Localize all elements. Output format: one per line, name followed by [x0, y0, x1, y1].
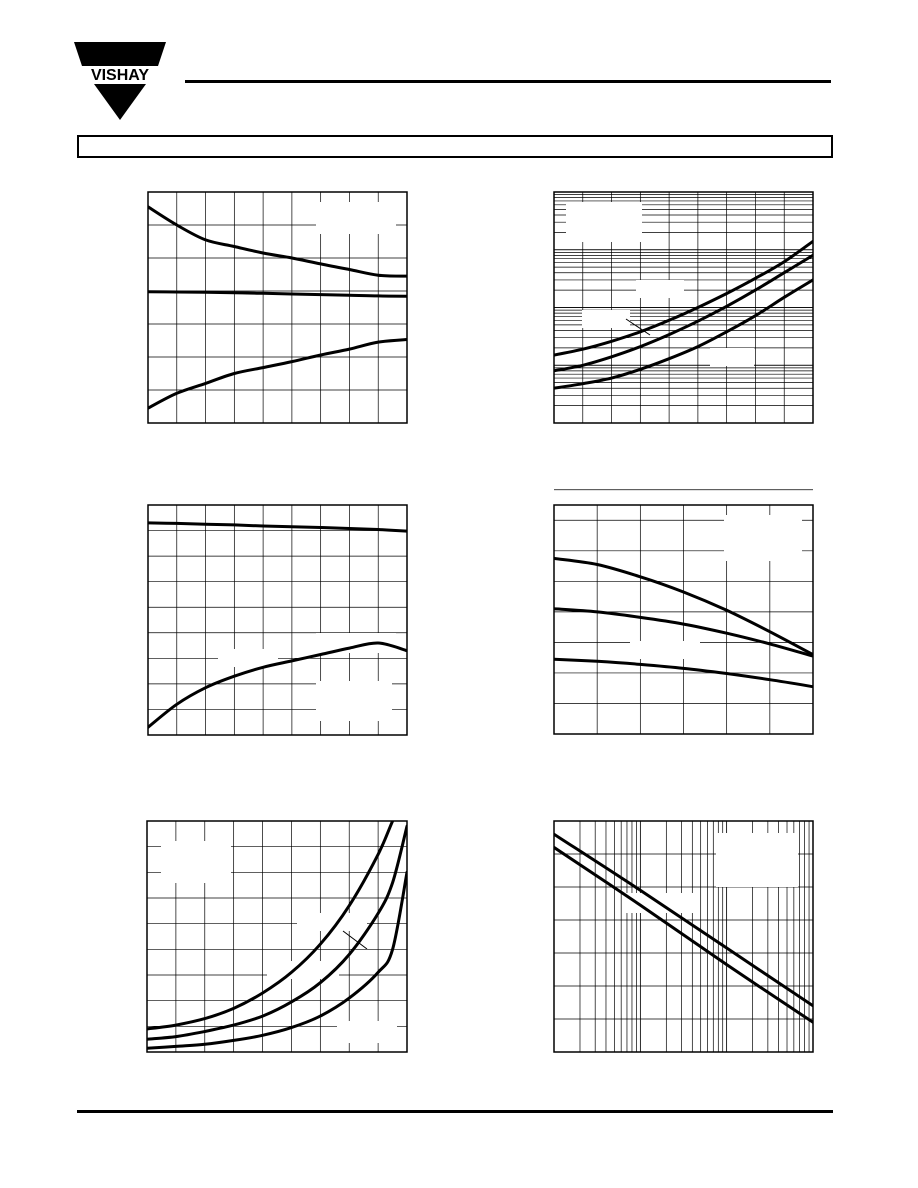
logo-text: VISHAY: [90, 67, 150, 84]
chart-6: [554, 821, 813, 1052]
series-line-3: [148, 340, 407, 409]
chart-5: [147, 821, 407, 1052]
series-line-2: [148, 292, 407, 297]
chart-1: [148, 192, 407, 423]
series-line-1: [147, 788, 407, 1029]
label-area: [710, 348, 754, 366]
label-area: [636, 280, 684, 298]
label-area: [316, 681, 392, 721]
label-area: [316, 202, 396, 234]
label-area: [566, 202, 642, 242]
chart-4: [554, 505, 813, 734]
chart-3: [148, 505, 407, 735]
logo-triangle-top: [74, 42, 166, 66]
logo-triangle-bottom: [94, 84, 146, 120]
label-area: [716, 833, 798, 887]
label-area: [630, 641, 700, 659]
label-area: [582, 310, 630, 328]
label-area: [337, 1021, 397, 1043]
label-area: [161, 841, 231, 883]
footer-rule: [77, 1110, 833, 1113]
section-title-bar: [77, 135, 833, 158]
label-area: [724, 515, 802, 561]
vishay-logo: [70, 40, 170, 122]
chart-2: [554, 192, 813, 423]
header-rule: [185, 80, 831, 83]
series-line-1: [148, 523, 407, 531]
